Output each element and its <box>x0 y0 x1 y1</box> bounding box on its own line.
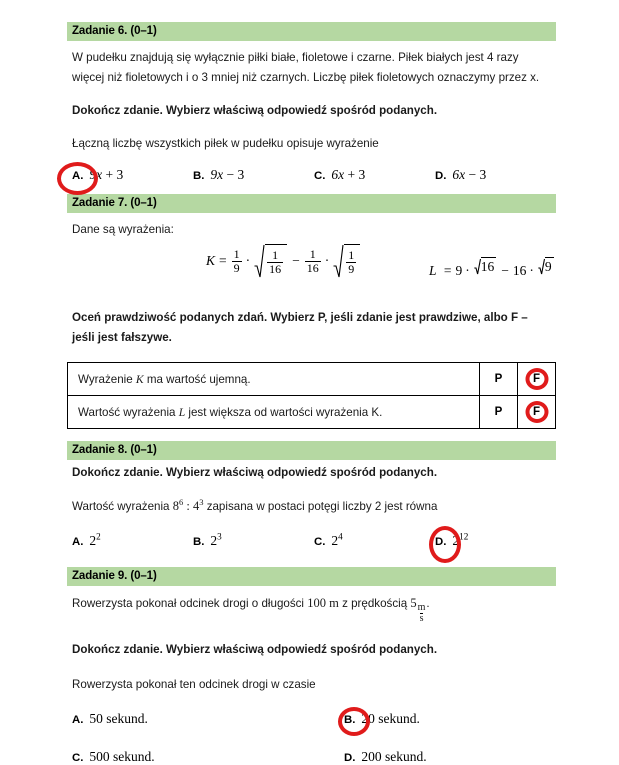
task-6-stem-line-2: więcej niż fioletowych i o 3 mniej niż czarnych. Liczbę piłek fioletowych oznaczymy przez x. <box>72 71 540 84</box>
option-f-row-1[interactable] <box>518 363 556 396</box>
task-9-instruction: Dokończ zdanie. Wybierz właściwą odpowiedź spośród podanych. <box>72 643 438 656</box>
answer-value: 200 sekund. <box>361 749 427 764</box>
answer-value: 500 sekund. <box>89 749 155 764</box>
formula-k-dot-1: · <box>245 253 251 268</box>
task-7-instruction-line-2: jeśli jest fałszywe. <box>72 331 172 344</box>
power-exponent: 12 <box>459 531 469 542</box>
answer-value <box>331 167 365 183</box>
answer-expr-var: 6x <box>452 167 466 182</box>
task-6-answers <box>67 167 556 183</box>
task-7-prompt: Dane są wyrażenia: <box>72 223 174 236</box>
answer-expr-rest: − 3 <box>465 167 487 182</box>
answer-expr-rest: + 3 <box>102 167 124 182</box>
task-8-instruction: Dokończ zdanie. Wybierz właściwą odpowiedź spośród podanych. <box>72 466 438 479</box>
answer-label: A. <box>72 170 84 182</box>
base-b: 4 <box>192 499 200 513</box>
formula-l-dot-2: · <box>529 263 534 278</box>
formula-l <box>429 257 555 279</box>
option-p-row-1[interactable] <box>480 363 518 396</box>
answer-option-b[interactable] <box>193 167 314 183</box>
formula-l-coef-2: 16 <box>512 263 527 278</box>
base-a: 8 <box>172 499 179 513</box>
formula-l-coef-1: 9 <box>455 263 463 278</box>
task-7-instruction-line-1: Oceń prawdziwość podanych zdań. Wybierz P, jeśli zdanie jest prawdziwe, albo F – <box>72 311 528 324</box>
answer-label: C. <box>314 170 326 182</box>
answer-label: B. <box>344 714 356 726</box>
answer-value <box>210 167 244 183</box>
formula-l-sqrt-1 <box>474 257 497 275</box>
prompt-text-post: zapisana w postaci potęgi liczby 2 jest równa <box>203 500 438 513</box>
denominator: 9 <box>348 262 355 276</box>
answer-expr-var: 9x <box>210 167 224 182</box>
answer-option-b[interactable] <box>193 533 314 549</box>
formula-k-radicand-1 <box>267 249 283 275</box>
answer-value <box>89 533 100 549</box>
answer-label: A. <box>72 714 84 726</box>
answer-option-b[interactable] <box>344 711 556 727</box>
task-7-header: Zadanie 7. (0–1) <box>67 194 556 213</box>
statement-text-post: ma wartość ujemną. <box>143 372 251 386</box>
task-9-stem <box>67 593 556 624</box>
exponent-a: 6 <box>178 496 184 507</box>
radical-icon <box>254 244 265 278</box>
answer-option-a[interactable] <box>72 167 193 183</box>
radicand: 9 <box>544 259 552 274</box>
answer-option-a[interactable] <box>72 533 193 549</box>
radical-icon <box>474 257 481 275</box>
answer-option-d[interactable] <box>435 533 556 549</box>
f-label: F <box>532 406 541 418</box>
formula-k-term1-fraction <box>232 248 242 274</box>
task-6-instruction: Dokończ zdanie. Wybierz właściwą odpowiedź spośród podanych. <box>72 104 438 117</box>
exponent-b: 3 <box>199 496 204 507</box>
answer-expr-var: 6x <box>331 167 345 182</box>
formula-k-minus: − <box>292 253 300 268</box>
answer-option-c[interactable] <box>72 749 344 765</box>
statement-cell-1 <box>68 363 480 396</box>
numerator: 1 <box>272 248 279 263</box>
radical-icon <box>333 244 344 278</box>
answer-value <box>210 533 221 549</box>
stem-speed-value: 5 <box>410 596 417 610</box>
table-row <box>68 363 556 396</box>
statement-text-post: jest większa od wartości wyrażenia K. <box>185 405 383 419</box>
numerator: 1 <box>309 246 316 261</box>
task-7 <box>67 194 556 429</box>
denominator: 9 <box>233 260 240 275</box>
power-base: 2 <box>210 533 218 548</box>
division-symbol: : <box>183 499 193 513</box>
answer-option-c[interactable] <box>314 167 435 183</box>
task-6-stem-line-1: W pudełku znajdują się wyłącznie piłki białe, fioletowe i czarne. Piłek białych jest 4 razy <box>72 51 519 64</box>
task-9-answers <box>67 711 556 765</box>
answer-option-c[interactable] <box>314 533 435 549</box>
task-6-header: Zadanie 6. (0–1) <box>67 22 556 41</box>
task-9-prompt: Rowerzysta pokonał ten odcinek drogi w czasie <box>72 678 316 691</box>
answer-value: 50 sekund. <box>89 711 148 726</box>
unit-denominator: s <box>419 613 424 624</box>
stem-text-pre: Rowerzysta pokonał odcinek drogi o długości <box>72 597 308 610</box>
formula-l-dot-1: · <box>465 263 470 278</box>
statement-cell-2 <box>68 396 480 429</box>
task-8-prompt <box>67 496 556 517</box>
task-8 <box>67 441 556 549</box>
numerator: 1 <box>348 248 355 263</box>
answer-label: D. <box>344 752 356 764</box>
task-8-answers <box>67 533 556 549</box>
answer-value: 20 sekund. <box>361 711 420 726</box>
formula-k-sqrt-2 <box>333 244 360 278</box>
power-exponent: 2 <box>96 531 101 542</box>
statement-text-pre: Wyrażenie <box>78 372 136 386</box>
answer-expr-rest: − 3 <box>223 167 245 182</box>
stem-speed-unit <box>418 603 426 624</box>
answer-label: B. <box>193 536 205 548</box>
numerator: 1 <box>233 246 240 261</box>
f-label: F <box>532 373 541 385</box>
formula-k-dot-2: · <box>324 253 330 268</box>
power-base: 2 <box>331 533 339 548</box>
option-f-row-2[interactable] <box>518 396 556 429</box>
power-exponent: 3 <box>217 531 222 542</box>
answer-label: D. <box>435 170 447 182</box>
table-row <box>68 396 556 429</box>
formula-k-sqrt-1 <box>254 244 287 278</box>
power-base: 2 <box>89 533 97 548</box>
formula-k-lhs: K <box>206 253 216 268</box>
formula-k-radicand-2 <box>346 249 356 275</box>
formula-k <box>206 244 361 278</box>
task-9 <box>67 567 556 765</box>
answer-label: C. <box>72 752 84 764</box>
stem-text-post: . <box>426 597 430 610</box>
formula-l-sqrt-2 <box>538 257 554 275</box>
p-label: P <box>494 373 503 385</box>
prompt-text-pre: Wartość wyrażenia <box>72 500 173 513</box>
denominator: 16 <box>306 260 319 275</box>
statement-variable: L <box>178 405 186 419</box>
formula-k-term2-fraction <box>305 248 321 274</box>
stem-distance: 100 m <box>307 596 339 610</box>
power-base: 2 <box>452 533 460 548</box>
answer-label: C. <box>314 536 326 548</box>
answer-label: D. <box>435 536 447 548</box>
answer-option-d[interactable] <box>344 749 556 765</box>
true-false-table <box>67 362 556 429</box>
answer-label: B. <box>193 170 205 182</box>
answer-value <box>331 533 342 549</box>
answer-expr-rest: + 3 <box>344 167 366 182</box>
formula-l-equals: = <box>443 263 452 278</box>
denominator: 16 <box>269 262 282 276</box>
answer-label: A. <box>72 536 84 548</box>
answer-option-d[interactable] <box>435 167 556 183</box>
p-label: P <box>494 406 503 418</box>
formula-l-minus: − <box>501 263 509 278</box>
task-9-header: Zadanie 9. (0–1) <box>67 567 556 586</box>
answer-value <box>452 167 486 183</box>
stem-text-mid: z prędkością <box>338 597 411 610</box>
answer-expr-var: 9x <box>89 167 103 182</box>
formula-k-equals: = <box>219 253 227 268</box>
radicand: 16 <box>480 259 495 274</box>
formula-l-lhs: L <box>429 263 437 278</box>
power-exponent: 4 <box>338 531 343 542</box>
unit-numerator: m <box>417 602 426 613</box>
task-6-prompt: Łączną liczbę wszystkich piłek w pudełku opisuje wyrażenie <box>72 137 379 150</box>
radical-icon <box>538 257 545 275</box>
task-7-formulas <box>67 240 556 298</box>
prompt-expression <box>172 496 204 513</box>
statement-text-pre: Wartość wyrażenia <box>78 405 179 419</box>
task-8-header: Zadanie 8. (0–1) <box>67 441 556 460</box>
statement-variable: K <box>135 372 144 386</box>
answer-value <box>452 533 468 549</box>
answer-option-a[interactable] <box>72 711 344 727</box>
task-6 <box>67 22 556 183</box>
answer-value <box>89 167 123 183</box>
option-p-row-2[interactable] <box>480 396 518 429</box>
